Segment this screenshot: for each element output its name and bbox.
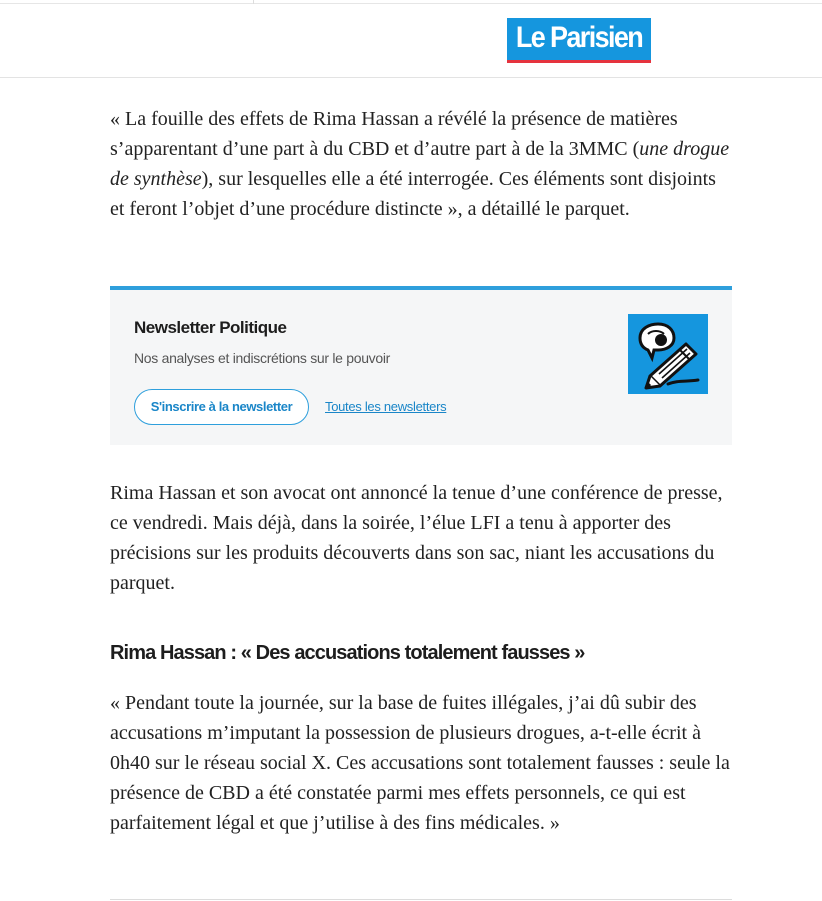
site-header xyxy=(0,4,822,78)
le-parisien-logo[interactable] xyxy=(507,18,651,63)
paragraph-text: « La fouille des effets de Rima Hassan a révélé la présence de matières s’apparentant d’une part à du CBD et d’autre part à de la 3MMC ( xyxy=(110,108,678,160)
newsletter-box xyxy=(110,286,732,445)
pen-and-speech-bubble-icon xyxy=(628,314,708,394)
newsletter-illustration xyxy=(628,314,708,394)
article-subheading: Rima Hassan : « Des accusations totalement fausses » xyxy=(110,642,585,664)
divider xyxy=(110,899,732,900)
article-paragraph: Rima Hassan et son avocat ont annoncé la tenue d’une conférence de presse, ce vendredi. Mais déjà, dans la soirée, l’élue LFI a tenu à apporter des précisions sur les produits découverts dans son sac, niant les accusations du parquet. xyxy=(110,482,723,594)
logo-underline xyxy=(507,60,651,63)
newsletter-subtitle: Nos analyses et indiscrétions sur le pouvoir xyxy=(134,350,391,366)
newsletter-subscribe-button[interactable]: S'inscrire à la newsletter xyxy=(134,389,309,425)
article-paragraph: « Pendant toute la journée, sur la base de fuites illégales, j’ai dû subir des accusations m’imputant la possession de plusieurs drogues, a-t-elle écrit à 0h40 sur le réseau social X. Ces accusations sont totalement fausses : seule la présence de CBD a été constatée parmi mes effets personnels, ce qui est parfaitement légal et que j’utilise à des fins médicales. » xyxy=(110,692,730,834)
article-paragraph xyxy=(110,104,732,224)
paragraph-text: ), sur lesquelles elle a été interrogée. Ces éléments sont disjoints et feront l’objet d’une procédure distincte », a détaillé le parquet. xyxy=(110,168,716,220)
paragraph-emphasis: une drogue de synthèse xyxy=(110,138,730,190)
logo-text: Le Parisien xyxy=(515,21,643,54)
newsletter-title: Newsletter Politique xyxy=(134,318,287,337)
all-newsletters-link[interactable]: Toutes les newsletters xyxy=(325,399,447,414)
